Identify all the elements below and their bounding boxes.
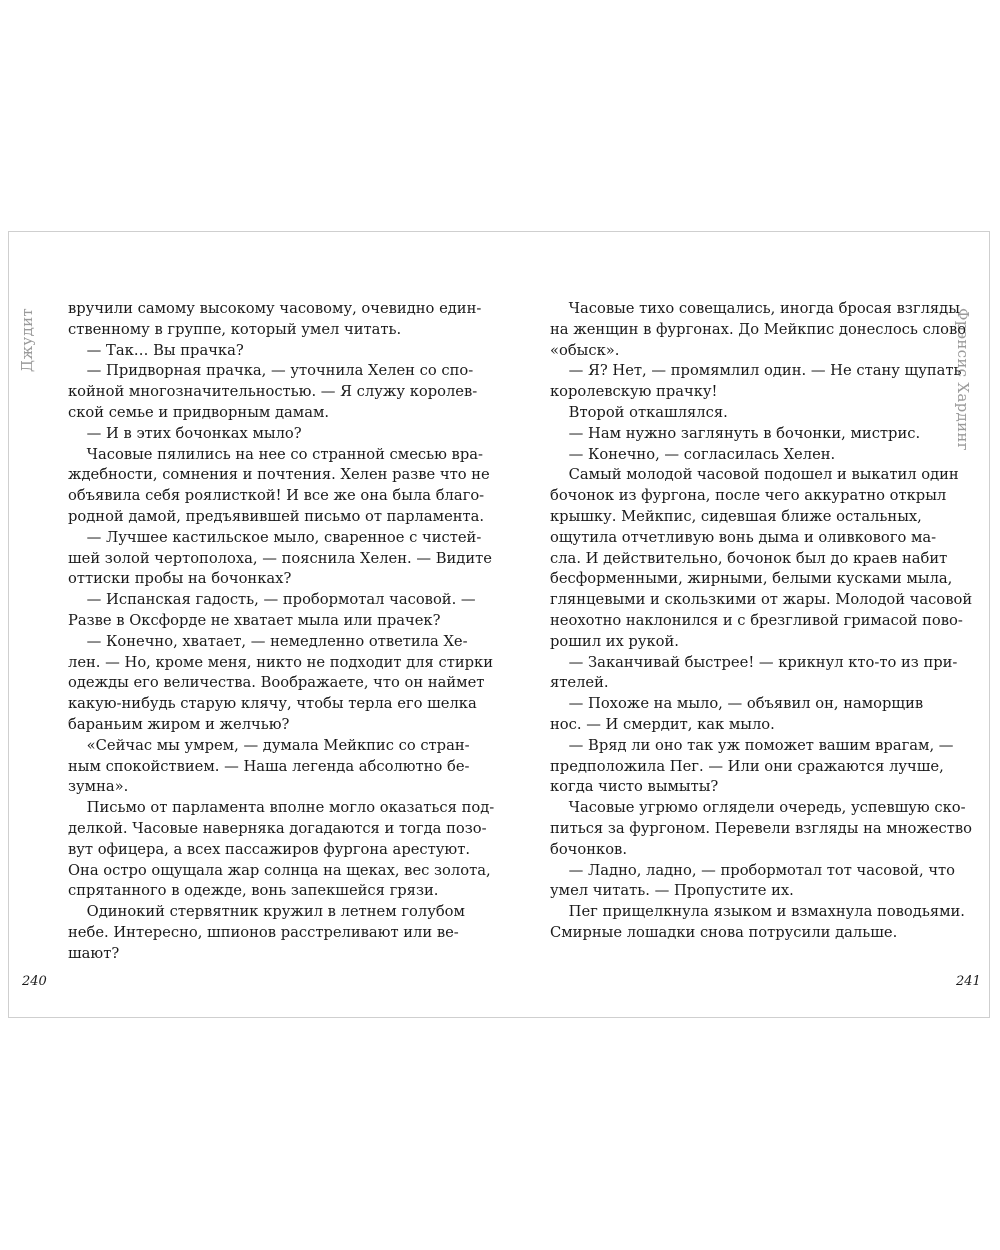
text-line: бочонков. — [550, 840, 627, 858]
text-line: глянцевыми и скользкими от жары. Молодой часовой — [550, 591, 973, 609]
running-head-left: Джудит — [18, 308, 36, 373]
text-line: одежды его величества. Воображаете, что он наймет — [68, 674, 485, 692]
text-line: королевскую прачку! — [550, 383, 718, 401]
text-line: родной дамой, предъявившей письмо от парламента. — [68, 507, 485, 525]
text-line: рошил их рукой. — [550, 632, 679, 650]
text-line: ятелей. — [550, 674, 609, 692]
text-line: Часовые тихо совещались, иногда бросая взгляды — [550, 300, 960, 317]
text-line: Письмо от парламента вполне могло оказаться под- — [68, 799, 495, 817]
text-line: бесформенными, жирными, белыми кусками мыла, — [550, 570, 953, 588]
text-line: бараньим жиром и желчью? — [68, 715, 290, 733]
text-line: Часовые угрюмо оглядели очередь, успевшую ско- — [550, 799, 966, 817]
text-line: ской семье и придворным дамам. — [68, 403, 330, 421]
text-line: — Испанская гадость, — пробормотал часовой. — — [68, 591, 476, 609]
text-line: Разве в Оксфорде не хватает мыла или прачек? — [68, 611, 441, 629]
text-line: — Заканчивай быстрее! — крикнул кто-то из при- — [550, 653, 958, 671]
text-line: ным спокойствием. — Наша легенда абсолютно бе- — [68, 757, 470, 775]
text-line: — Я? Нет, — промямлил один. — Не стану щупать — [550, 362, 962, 380]
page-number-left: 240 — [22, 974, 47, 989]
text-line: ственному в группе, который умел читать. — [68, 320, 402, 338]
text-line: «обыск». — [550, 341, 620, 359]
text-line: крышку. Мейкпис, сидевшая ближе остальных, — [550, 507, 922, 525]
text-line: ждебности, сомнения и почтения. Хелен разве что не — [68, 466, 490, 484]
text-line: шают? — [68, 944, 120, 962]
text-line: объявила себя роялисткой! И все же она была благо- — [68, 487, 485, 505]
text-line: бочонок из фургона, после чего аккуратно открыл — [550, 487, 947, 505]
text-line: — Придворная прачка, — уточнила Хелен со спо- — [68, 362, 474, 380]
text-line: предположила Пег. — Или они сражаются лучше, — [550, 757, 944, 775]
text-line: — Нам нужно заглянуть в бочонки, мистрис. — [550, 424, 921, 442]
page-number-right: 241 — [956, 974, 981, 989]
text-line: ощутила отчетливую вонь дыма и оливкового ма- — [550, 528, 937, 546]
text-line: оттиски пробы на бочонках? — [68, 570, 292, 588]
text-line: спрятанного в одежде, вонь запекшейся грязи. — [68, 882, 439, 900]
text-line: сла. И действительно, бочонок был до краев набит — [550, 549, 948, 567]
text-line: вручили самому высокому часовому, очевидно един- — [68, 300, 482, 317]
text-line: Второй откашлялся. — [550, 403, 728, 421]
text-line: Самый молодой часовой подошел и выкатил один — [550, 466, 959, 484]
running-head-right: Фрэнсис Хардинг — [954, 308, 972, 451]
text-line: Смирные лошадки снова потрусили дальше. — [550, 923, 898, 941]
text-line: — Так… Вы прачка? — [68, 341, 244, 359]
text-line: делкой. Часовые наверняка догадаются и тогда позо- — [68, 819, 487, 837]
text-line: Она остро ощущала жар солнца на щеках, вес золота, — [68, 861, 491, 879]
text-line: неохотно наклонился и с брезгливой гримасой пово- — [550, 611, 963, 629]
text-line: Одинокий стервятник кружил в летнем голубом — [68, 903, 465, 921]
text-line: — Лучшее кастильское мыло, сваренное с чистей- — [68, 528, 482, 546]
text-line: койной многозначительностью. — Я служу королев- — [68, 383, 478, 401]
text-line: «Сейчас мы умрем, — думала Мейкпис со стран- — [68, 736, 470, 754]
text-line: — Похоже на мыло, — объявил он, наморщив — [550, 695, 924, 713]
text-line: Часовые пялились на нее со странной смесью вра- — [68, 445, 483, 463]
text-line: нос. — И смердит, как мыло. — [550, 715, 775, 733]
text-line: — Ладно, ладно, — пробормотал тот часовой, что — [550, 861, 955, 879]
text-line: когда чисто вымыты? — [550, 778, 719, 796]
text-line: — Конечно, — согласилась Хелен. — [550, 445, 836, 463]
text-line: лен. — Но, кроме меня, никто не подходит для стирки — [68, 653, 494, 671]
text-line: на женщин в фургонах. До Мейкпис донеслось слово — [550, 320, 967, 338]
text-line: зумна». — [68, 778, 129, 796]
text-line: — Вряд ли оно так уж поможет вашим врагам, — — [550, 736, 954, 754]
text-line: Пег прищелкнула языком и взмахнула поводьями. — [550, 903, 965, 921]
text-line: питься за фургоном. Перевели взгляды на множество — [550, 819, 973, 837]
text-line: шей золой чертополоха, — пояснила Хелен. — Видите — [68, 549, 492, 567]
text-line: небе. Интересно, шпионов расстреливают или ве- — [68, 923, 459, 941]
text-line: какую-нибудь старую клячу, чтобы терла его шелка — [68, 695, 477, 713]
text-line: вут офицера, а всех пассажиров фургона арестуют. — [68, 840, 470, 858]
left-page-text — [68, 299, 495, 965]
text-line: умел читать. — Пропустите их. — [550, 882, 794, 900]
text-line: — Конечно, хватает, — немедленно ответила Хе- — [68, 632, 468, 650]
text-line: — И в этих бочонках мыло? — [68, 424, 302, 442]
